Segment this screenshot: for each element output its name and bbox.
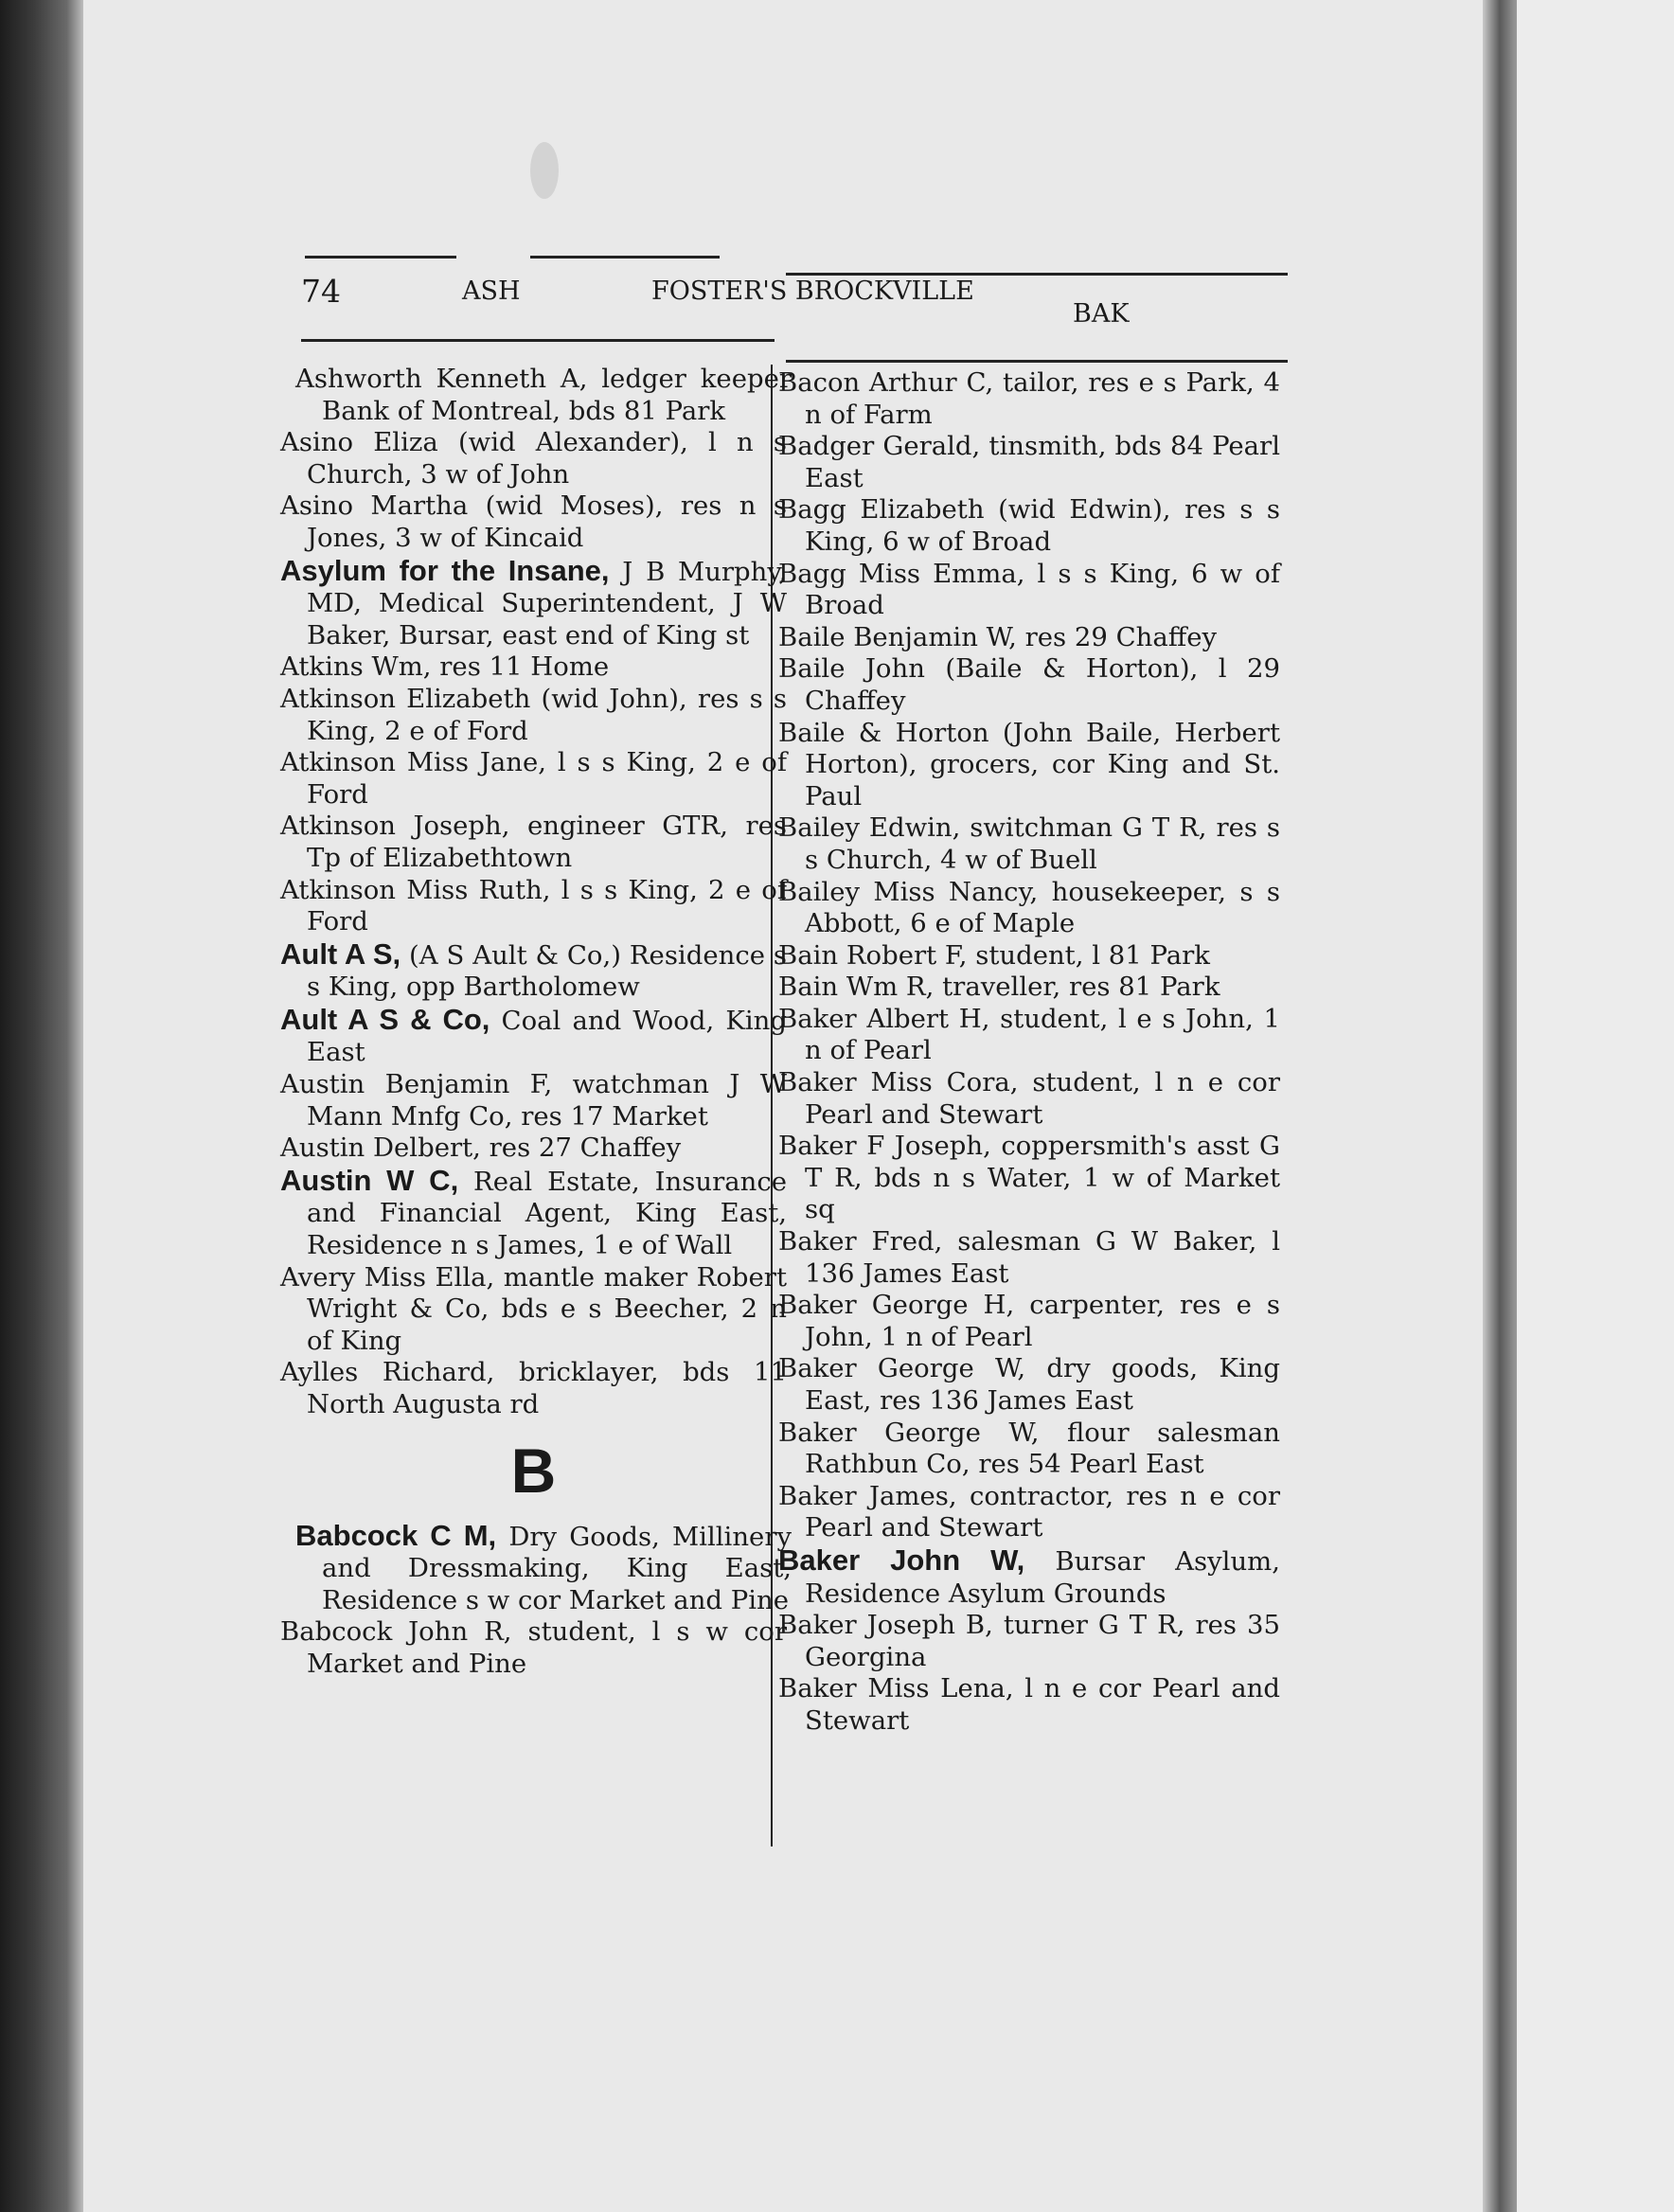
directory-entry <box>778 1610 1280 1673</box>
entry-text: Baker F Joseph, coppersmith's asst G T R, bds n s Water, 1 w of Market sq <box>778 1131 1280 1225</box>
directory-entry <box>280 1165 787 1262</box>
entry-text: Baker George W, dry goods, King East, res 136 James East <box>778 1353 1280 1416</box>
left-column <box>280 364 792 1681</box>
entry-text: Baker Miss Cora, student, l n e cor Pearl and Stewart <box>778 1067 1280 1130</box>
section-letter-heading: B <box>510 1435 557 1506</box>
paper-smudge <box>530 142 559 199</box>
entry-text: Bagg Elizabeth (wid Edwin), res s s King, 6 w of Broad <box>778 494 1280 557</box>
directory-entry <box>778 559 1280 622</box>
directory-entry <box>778 1673 1280 1737</box>
entry-business-name: Ault A S, <box>280 937 401 971</box>
header-left-guide-word: ASH <box>462 276 521 306</box>
directory-entry <box>778 972 1280 1004</box>
directory-entry <box>280 1069 787 1133</box>
entry-text: Dry Goods, Millinery and Dressmaking, King East, Residence s w cor Market and Pine <box>322 1521 792 1615</box>
directory-entry <box>778 940 1280 972</box>
entry-text: Baker Albert H, student, l e s John, 1 n of Pearl <box>778 1003 1280 1066</box>
entry-text: Atkins Wm, res 11 Home <box>280 651 610 683</box>
entry-text: Baile & Horton (John Baile, Herbert Horton), grocers, cor King and St. Paul <box>778 717 1280 812</box>
directory-entry <box>778 431 1280 494</box>
entry-text: Austin Delbert, res 27 Chaffey <box>280 1133 682 1164</box>
page-gutter <box>1483 0 1517 2212</box>
directory-entry <box>778 1004 1280 1067</box>
entry-text: Real Estate, Insurance and Financial Agent, King East, Residence n s James, 1 e of Wall <box>307 1166 788 1261</box>
directory-entry <box>778 653 1280 717</box>
entry-text: Atkinson Joseph, engineer GTR, res Tp of Elizabethtown <box>280 811 787 873</box>
entry-text: Atkinson Miss Ruth, l s s King, 2 e of Ford <box>280 874 787 937</box>
directory-entry <box>778 1353 1280 1417</box>
directory-entry <box>778 1131 1280 1226</box>
directory-entry <box>280 1357 787 1420</box>
entry-text: Avery Miss Ella, mantle maker Robert Wright & Co, bds e s Beecher, 2 n of King <box>280 1261 787 1356</box>
entry-business-name: Babcock C M, <box>295 1518 497 1552</box>
directory-entry <box>280 938 787 1004</box>
entry-business-name: Austin W C, <box>280 1163 459 1197</box>
directory-entry <box>280 684 787 747</box>
directory-entry <box>280 875 787 938</box>
left-entries-a <box>280 364 792 1421</box>
entry-text: Ashworth Kenneth A, ledger keeper Bank of Montreal, bds 81 Park <box>295 364 792 426</box>
entry-text: Asino Martha (wid Moses), res n s Jones, 3 w of Kincaid <box>280 491 787 553</box>
right-entries <box>778 367 1280 1738</box>
directory-entry <box>778 1418 1280 1481</box>
entry-text: Bain Wm R, traveller, res 81 Park <box>778 972 1220 1003</box>
directory-entry <box>280 811 787 874</box>
entry-text: Bacon Arthur C, tailor, res e s Park, 4 n of Farm <box>778 367 1280 430</box>
directory-entry <box>778 494 1280 558</box>
entry-text: Baker Fred, salesman G W Baker, l 136 James East <box>778 1226 1280 1289</box>
book-binding-edge <box>0 0 83 2212</box>
directory-entry <box>778 1067 1280 1131</box>
directory-entry <box>280 1133 787 1165</box>
entry-text: Bagg Miss Emma, l s s King, 6 w of Broad <box>778 558 1280 621</box>
directory-entry <box>778 367 1280 431</box>
header-rule-top-right <box>786 273 1288 276</box>
header-rule-bottom-right <box>786 360 1288 363</box>
directory-entry <box>280 491 787 554</box>
entry-business-name: Ault A S & Co, <box>280 1002 490 1036</box>
entry-business-name: Asylum for the Insane, <box>280 553 610 587</box>
header-title: FOSTER'S BROCKVILLE <box>651 276 974 306</box>
left-entries-b <box>280 1518 792 1681</box>
directory-entry <box>778 1481 1280 1544</box>
entry-text: Coal and Wood, King East <box>307 1005 787 1068</box>
entry-text: Bailey Miss Nancy, housekeeper, s s Abbott, 6 e of Maple <box>778 876 1280 939</box>
entry-text: Atkinson Miss Jane, l s s King, 2 e of Ford <box>280 747 787 810</box>
entry-text: Asino Eliza (wid Alexander), l n s Church, 3 w of John <box>280 427 787 490</box>
entry-text: Baker James, contractor, res n e cor Pearl and Stewart <box>778 1480 1280 1543</box>
header-rule-top-middle <box>530 256 720 259</box>
entry-text: Baker George H, carpenter, res e s John, 1 n of Pearl <box>778 1290 1280 1352</box>
entry-text: Atkinson Elizabeth (wid John), res s s King, 2 e of Ford <box>280 683 787 746</box>
entry-text: Babcock John R, student, l s w cor Market and Pine <box>280 1616 787 1679</box>
directory-entry <box>280 1262 787 1358</box>
header-rule-top-left <box>305 256 456 259</box>
directory-entry <box>778 622 1280 654</box>
right-column <box>778 367 1280 1738</box>
entry-text: (A S Ault & Co,) Residence s s King, opp Bartholomew <box>307 939 787 1003</box>
entry-text: J B Murphy, MD, Medical Superintendent, J W Baker, Bursar, east end of King st <box>307 556 787 651</box>
directory-entry <box>295 364 792 427</box>
directory-entry <box>778 1226 1280 1290</box>
page-number: 74 <box>301 273 341 310</box>
directory-entry <box>778 1290 1280 1353</box>
directory-entry <box>778 1544 1280 1610</box>
entry-text: Baile Benjamin W, res 29 Chaffey <box>778 621 1218 652</box>
entry-text: Bain Robert F, student, l 81 Park <box>778 939 1210 971</box>
directory-entry <box>778 877 1280 940</box>
facing-page-edge <box>1517 0 1674 2212</box>
entry-text: Aylles Richard, bricklayer, bds 11 North Augusta rd <box>280 1357 787 1419</box>
entry-business-name: Baker John W, <box>778 1543 1025 1577</box>
directory-entry <box>280 747 787 811</box>
directory-entry <box>280 555 787 652</box>
entry-text: Baker Joseph B, turner G T R, res 35 Georgina <box>778 1610 1280 1672</box>
directory-entry <box>280 1004 787 1069</box>
directory-entry <box>280 1616 787 1680</box>
directory-entry <box>295 1520 792 1617</box>
entry-text: Baker Miss Lena, l n e cor Pearl and Stewart <box>778 1673 1280 1736</box>
entry-text: Bailey Edwin, switchman G T R, res s s Church, 4 w of Buell <box>778 812 1280 875</box>
entry-text: Bursar Asylum, Residence Asylum Grounds <box>805 1545 1280 1609</box>
directory-entry <box>778 812 1280 876</box>
directory-entry <box>280 427 787 491</box>
entry-text: Baker George W, flour salesman Rathbun Co, res 54 Pearl East <box>778 1417 1280 1480</box>
header-rule-bottom-left <box>301 339 775 342</box>
entry-text: Badger Gerald, tinsmith, bds 84 Pearl East <box>778 431 1280 493</box>
header-right-guide-word: BAK <box>1073 299 1130 329</box>
entry-text: Austin Benjamin F, watchman J W Mann Mnfg Co, res 17 Market <box>280 1069 787 1132</box>
directory-entry <box>778 718 1280 813</box>
entry-text: Baile John (Baile & Horton), l 29 Chaffey <box>778 653 1280 716</box>
directory-entry <box>280 651 787 684</box>
